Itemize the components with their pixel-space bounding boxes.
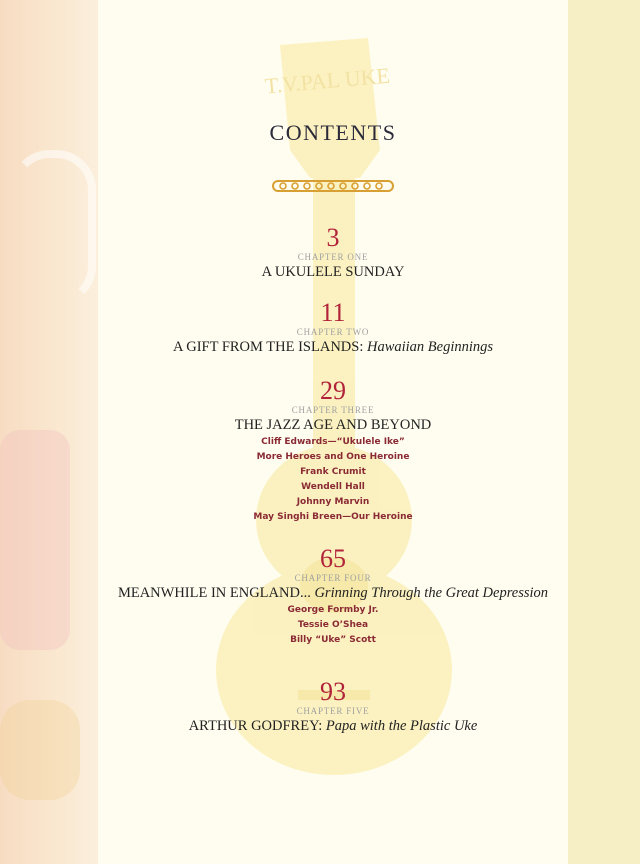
section-item[interactable]: More Heroes and One Heroine	[256, 452, 410, 462]
chapter-label: CHAPTER TWO	[296, 327, 370, 337]
chapter-label: CHAPTER FOUR	[294, 573, 372, 583]
chapter-title: ARTHUR GODFREY: Papa with the Plastic Uke	[188, 718, 478, 734]
chapter-label: CHAPTER ONE	[297, 252, 369, 262]
section-item[interactable]: Billy “Uke” Scott	[290, 635, 376, 645]
section-list	[98, 435, 568, 525]
section-item[interactable]: Wendell Hall	[301, 482, 365, 492]
page-title: CONTENTS	[269, 120, 397, 145]
chapter-entry[interactable]	[98, 223, 568, 281]
chapter-title: A GIFT FROM THE ISLANDS: Hawaiian Beginnings	[172, 339, 494, 355]
decorative-shape	[0, 700, 80, 800]
decorative-shape	[10, 150, 96, 306]
chapter-label: CHAPTER FIVE	[296, 706, 370, 716]
right-margin-strip	[568, 0, 640, 864]
section-item[interactable]: Cliff Edwards—“Ukulele Ike”	[261, 437, 405, 447]
chapter-subtitle: Papa with the Plastic Uke	[325, 718, 478, 734]
left-illustration-strip	[0, 0, 98, 864]
chapter-label: CHAPTER THREE	[291, 405, 375, 415]
chapter-entry[interactable]	[0, 544, 640, 648]
chapter-subtitle: Hawaiian Beginnings	[366, 339, 494, 355]
watermark-text: T.V.PAL UKE	[263, 62, 391, 99]
chapter-entry[interactable]	[98, 298, 568, 356]
ornament-divider-icon	[272, 179, 394, 193]
contents-page	[98, 0, 568, 864]
section-item[interactable]: Johnny Marvin	[296, 497, 370, 507]
section-item[interactable]: May Singhi Breen—Our Heroine	[253, 512, 413, 522]
chapter-page-number: 93	[320, 677, 346, 706]
chapter-title: MEANWHILE IN ENGLAND... Grinning Through the Great Depression	[117, 585, 549, 601]
chapter-entry[interactable]	[98, 376, 568, 525]
chapter-page-number: 11	[320, 298, 346, 327]
section-item[interactable]: Frank Crumit	[300, 467, 366, 477]
chapter-page-number: 29	[320, 376, 346, 405]
section-list	[0, 603, 640, 648]
chapter-page-number: 3	[326, 223, 340, 252]
chapter-subtitle: Grinning Through the Great Depression	[314, 585, 549, 601]
section-item[interactable]: Tessie O’Shea	[297, 620, 369, 630]
chapter-title: A UKULELE SUNDAY	[261, 264, 405, 280]
chapter-title: THE JAZZ AGE AND BEYOND	[234, 417, 432, 433]
chapter-page-number: 65	[320, 544, 346, 573]
section-item[interactable]: George Formby Jr.	[287, 605, 379, 615]
chapter-entry[interactable]	[98, 677, 568, 735]
